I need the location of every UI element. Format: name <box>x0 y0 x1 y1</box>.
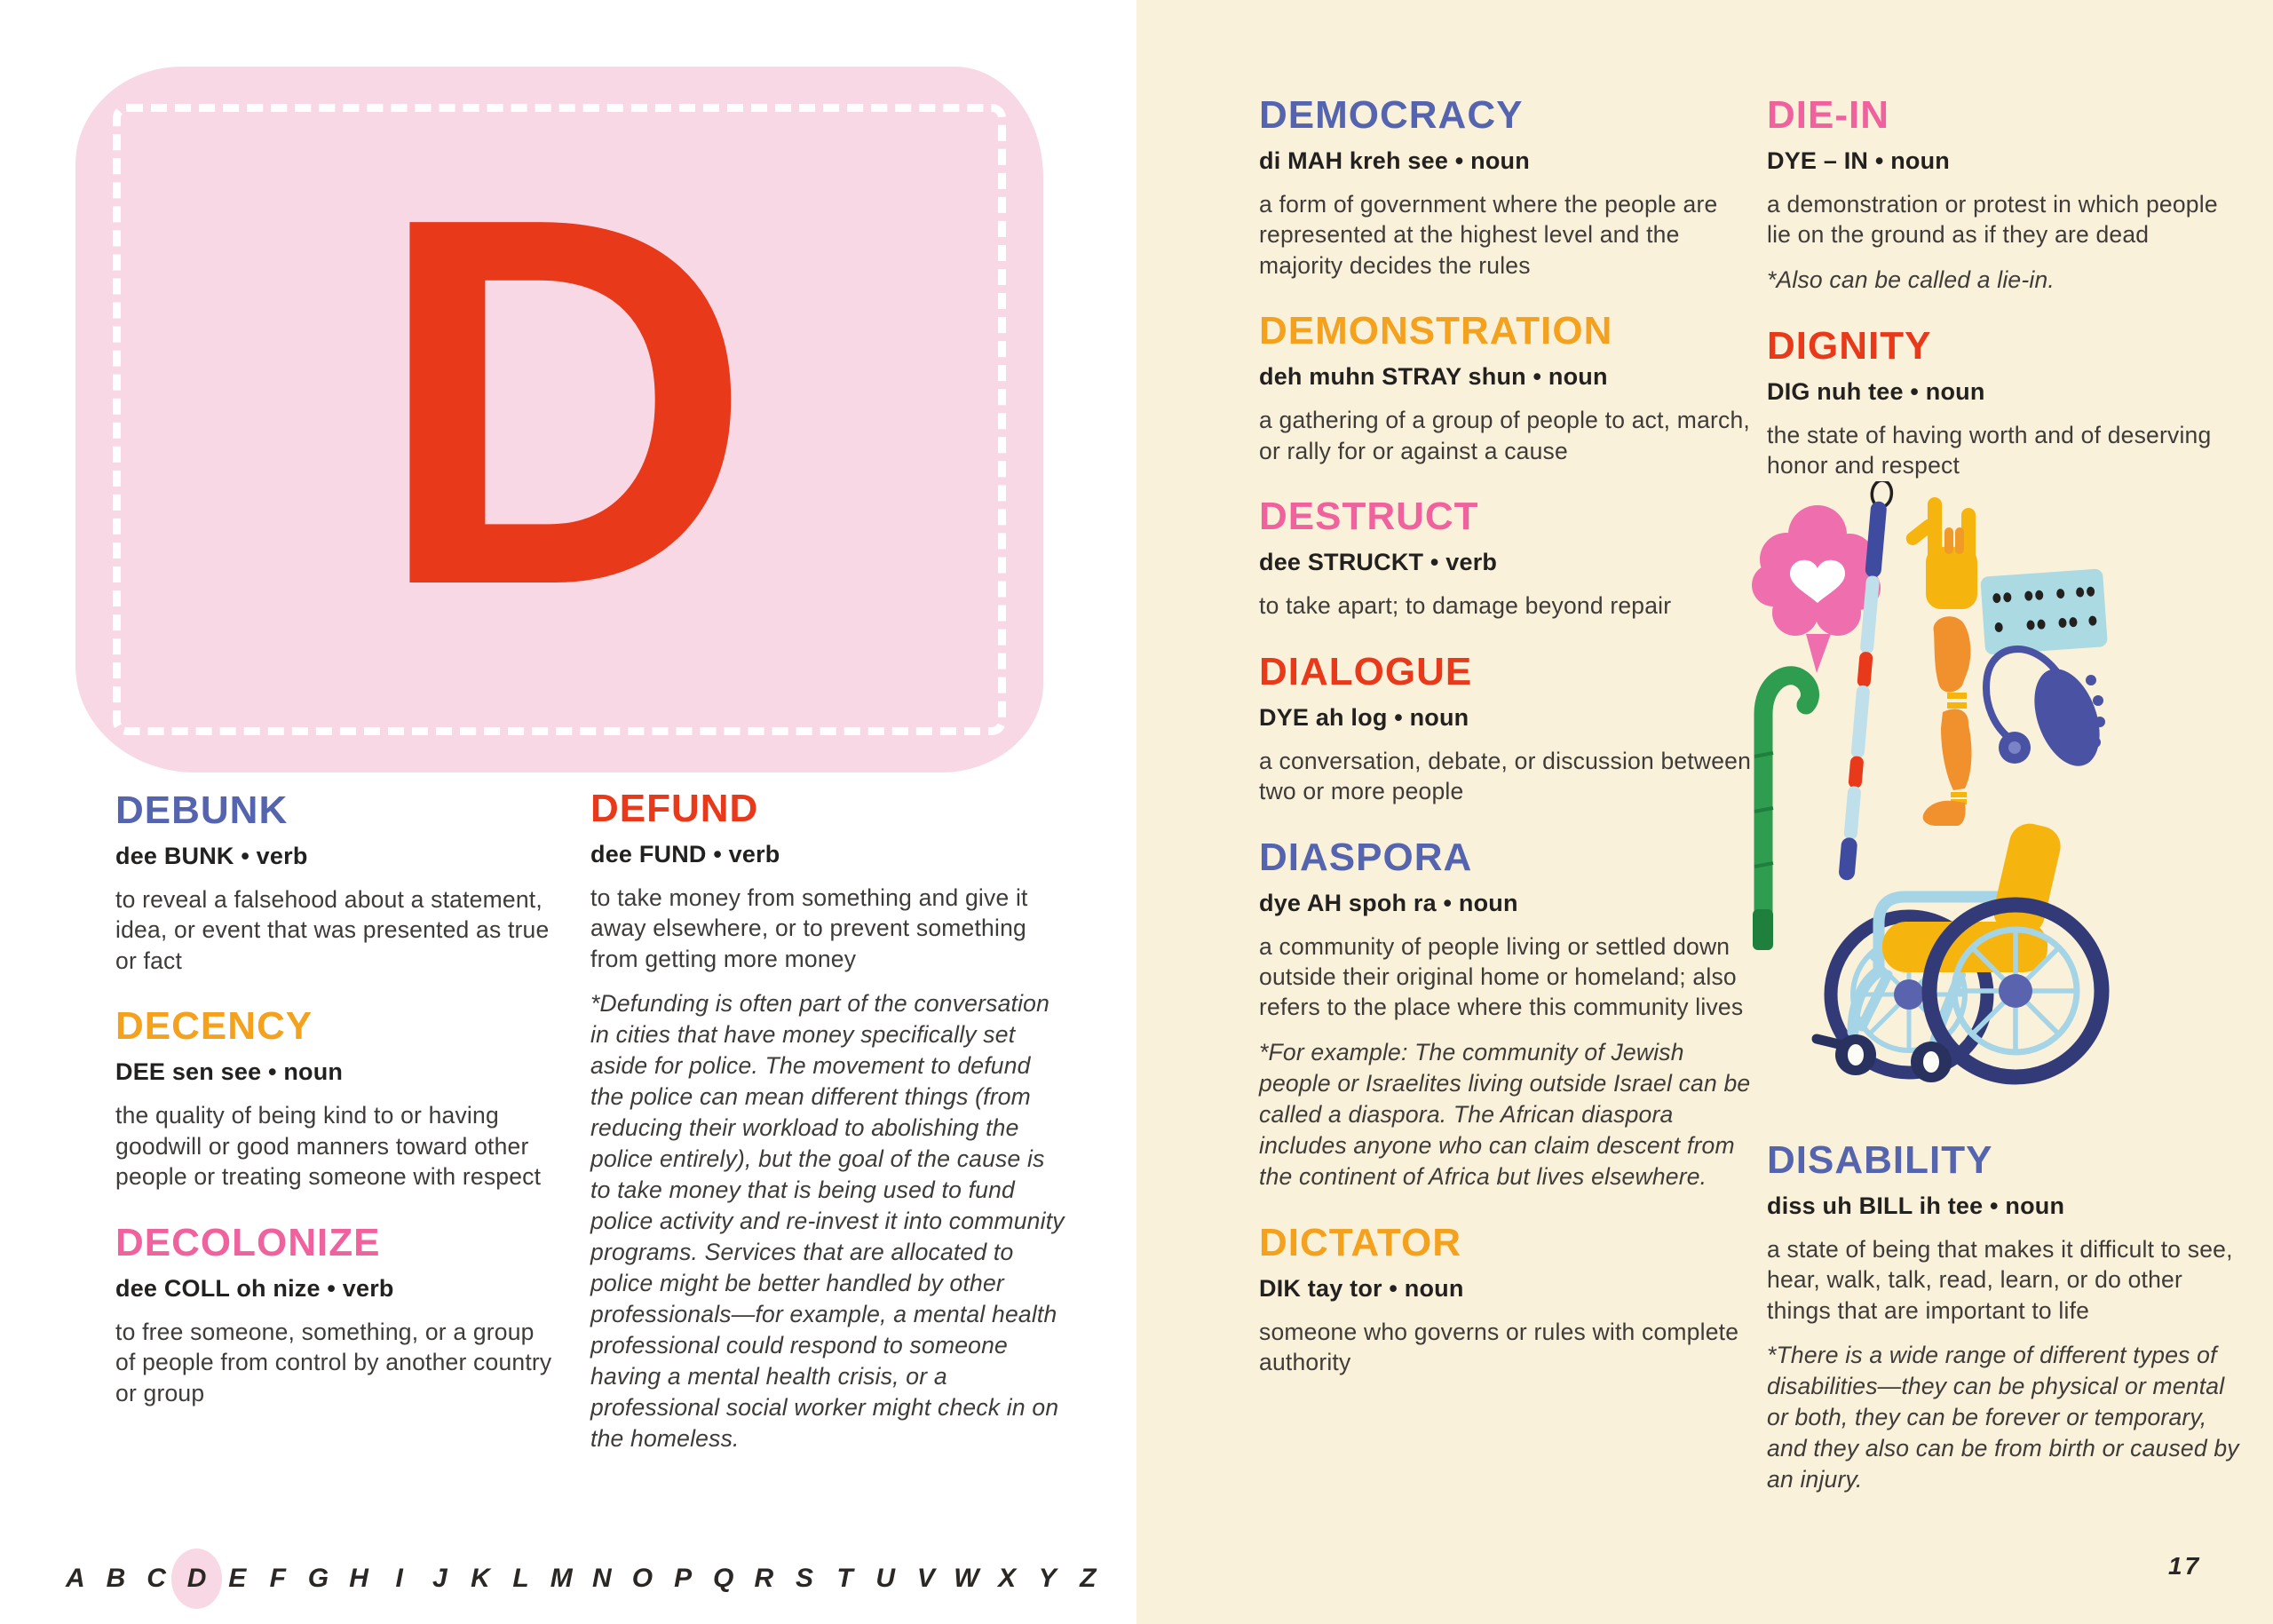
entry-diaspora <box>1259 836 1756 1192</box>
hearing-aid-icon <box>1986 649 2111 775</box>
entry-pronunciation: dee STRUCKT • verb <box>1259 549 1498 576</box>
alphabet-letter-M: M <box>550 1564 573 1593</box>
entry-word: DIALOGUE <box>1259 649 1473 693</box>
entry-dictator <box>1259 1221 1756 1378</box>
alphabet-letter-Z: Z <box>1080 1564 1097 1593</box>
alphabet-letter-E: E <box>228 1564 247 1593</box>
entry-debunk <box>115 788 555 976</box>
entry-definition: to free someone, something, or a group of people from control by another country or group <box>115 1318 552 1406</box>
entry-word: DECOLONIZE <box>115 1220 381 1264</box>
entry-pronunciation: DYE ah log • noun <box>1259 703 1469 731</box>
entries-column-left-1 <box>115 788 555 1437</box>
alphabet-letter-O: O <box>631 1564 653 1593</box>
entry-definition: a community of people living or settled down outside their original home or homeland; also refers to the place where this community lives <box>1259 932 1744 1021</box>
entry-note: *There is a wide range of different types of disabilities—they can be physical or mental or both, they can be forever or temporary, and they also can be from birth or caused by an injury. <box>1767 1342 2239 1493</box>
entry-pronunciation: DIG nuh tee • noun <box>1767 377 1985 405</box>
alphabet-letter-A: A <box>65 1564 85 1593</box>
entry-pronunciation: diss uh BILL ih tee • noun <box>1767 1192 2065 1219</box>
letter-plate-dashed-border <box>113 104 1006 735</box>
entry-word: DEBUNK <box>115 788 289 832</box>
alphabet-letter-I: I <box>395 1564 403 1593</box>
entry-word: DIE-IN <box>1767 93 1889 137</box>
entry-word: DEMONSTRATION <box>1259 309 1613 353</box>
entry-word: DECENCY <box>115 1004 313 1049</box>
alphabet-letter-D: D <box>171 1549 223 1609</box>
entry-definition: a gathering of a group of people to act, march, or rally for or against a cause <box>1259 407 1750 464</box>
entry-definition: to take money from something and give it away elsewhere, or to prevent something from getting more money <box>590 884 1028 972</box>
alphabet-letter-F: F <box>269 1564 286 1593</box>
entry-dignity <box>1767 324 2237 481</box>
entry-pronunciation: DYE – IN • noun <box>1767 147 1950 174</box>
alphabet-letter-W: W <box>954 1564 979 1593</box>
entry-dialogue <box>1259 650 1756 807</box>
entry-democracy <box>1259 93 1756 281</box>
entry-pronunciation: DIK tay tor • noun <box>1259 1274 1464 1302</box>
page-number: 17 <box>2168 1552 2202 1580</box>
entry-pronunciation: dee COLL oh nize • verb <box>115 1274 394 1302</box>
entry-definition: a demonstration or protest in which people lie on the ground as if they are dead <box>1767 191 2218 249</box>
entry-word: DICTATOR <box>1259 1220 1461 1264</box>
entry-pronunciation: dee BUNK • verb <box>115 843 308 869</box>
entry-word: DISABILITY <box>1767 1138 1993 1182</box>
prosthetic-leg-icon <box>1923 616 1972 826</box>
entry-pronunciation: dye AH spoh ra • noun <box>1259 889 1518 916</box>
entry-note: *Also can be called a lie-in. <box>1767 265 2055 293</box>
entry-disability <box>1767 1138 2246 1495</box>
entry-definition: the quality of being kind to or having goodwill or good manners toward other people or treating someone with respect <box>115 1102 542 1191</box>
alphabet-letter-S: S <box>795 1564 813 1593</box>
braille-card-icon <box>1980 568 2108 654</box>
alphabet-letter-H: H <box>349 1564 368 1593</box>
entry-word: DEFUND <box>590 787 759 830</box>
entry-definition: to take apart; to damage beyond repair <box>1259 592 1672 620</box>
entry-definition: someone who governs or rules with complete authority <box>1259 1318 1739 1376</box>
alphabet-letter-N: N <box>591 1564 612 1593</box>
wheelchair-icon <box>1817 820 2102 1082</box>
alphabet-letter-L: L <box>512 1564 529 1593</box>
entry-definition: the state of having worth and of deserving honor and respect <box>1767 421 2212 479</box>
entry-definition: a form of government where the people are represented at the highest level and the majority decides the rules <box>1259 191 1718 279</box>
alphabet-letter-T: T <box>836 1564 853 1593</box>
entry-defund <box>590 787 1065 1454</box>
disability-illustration <box>1731 481 2246 1113</box>
entry-pronunciation: di MAH kreh see • noun <box>1259 147 1530 174</box>
alphabet-letter-Q: Q <box>713 1564 734 1593</box>
alphabet-letter-Y: Y <box>1038 1564 1057 1593</box>
wheelchair-near-wheel <box>1929 905 2102 1077</box>
alphabet-letter-P: P <box>674 1564 693 1593</box>
entry-pronunciation: dee FUND • verb <box>590 841 780 867</box>
entry-word: DIASPORA <box>1259 835 1473 879</box>
entry-note: *Defunding is often part of the conversation in cities that have money specifically set aside for police. The movement to defund the police can mean different things (from reducing their workload to abolishing the police entirely), but the goal of the cause is to take money that is being used to fund police activity and re-invest it into community programs. Services that are allocated to police might be better handled by other professionals—for example, a mental health professional could respond to someone having a mental health crisis, or a professional social worker might check in on the homeless. <box>590 990 1065 1452</box>
entry-die-in <box>1767 93 2237 296</box>
entries-column-right-1 <box>1259 93 1756 1406</box>
entry-demonstration <box>1259 309 1756 466</box>
entry-pronunciation: deh muhn STRAY shun • noun <box>1259 363 1608 391</box>
entry-word: DESTRUCT <box>1259 495 1479 539</box>
alphabet-letter-V: V <box>916 1564 935 1593</box>
entry-decency <box>115 1004 555 1192</box>
entry-word: DIGNITY <box>1767 323 1932 368</box>
entries-column-right-2-bottom <box>1767 1138 2246 1524</box>
entries-column-left-2 <box>590 787 1065 1483</box>
alphabet-letter-G: G <box>307 1564 329 1593</box>
cane-icon <box>1753 676 1810 950</box>
entry-note: *For example: The community of Jewish people or Israelites living outside Israel can be called a diaspora. The African diaspora includes anyone who can claim descent from the continent of Africa but lives elsewhere. <box>1259 1038 1751 1190</box>
entry-pronunciation: DEE sen see • noun <box>115 1058 344 1086</box>
entry-definition: a conversation, debate, or discussion between two or more people <box>1259 747 1752 805</box>
section-letter: D <box>374 108 745 694</box>
alphabet-letter-U: U <box>875 1564 896 1593</box>
alphabet-index <box>55 1547 1108 1611</box>
alphabet-letter-J: J <box>432 1564 447 1593</box>
entry-decolonize <box>115 1221 555 1408</box>
entry-definition: to reveal a falsehood about a statement, idea, or event that was presented as true or fact <box>115 886 550 974</box>
alphabet-letter-X: X <box>998 1564 1017 1593</box>
alphabet-letter-R: R <box>754 1564 774 1593</box>
alphabet-letter-C: C <box>147 1564 166 1593</box>
letter-plate <box>75 67 1043 772</box>
entry-destruct <box>1259 495 1756 621</box>
asl-hand-icon <box>1904 497 1977 609</box>
entry-definition: a state of being that makes it difficult to see, hear, walk, talk, read, learn, or do other things that are important to life <box>1767 1236 2233 1324</box>
alphabet-letter-K: K <box>471 1564 490 1593</box>
entry-word: DEMOCRACY <box>1259 93 1524 137</box>
alphabet-letter-B: B <box>106 1564 126 1593</box>
entries-column-right-2-top <box>1767 93 2237 510</box>
